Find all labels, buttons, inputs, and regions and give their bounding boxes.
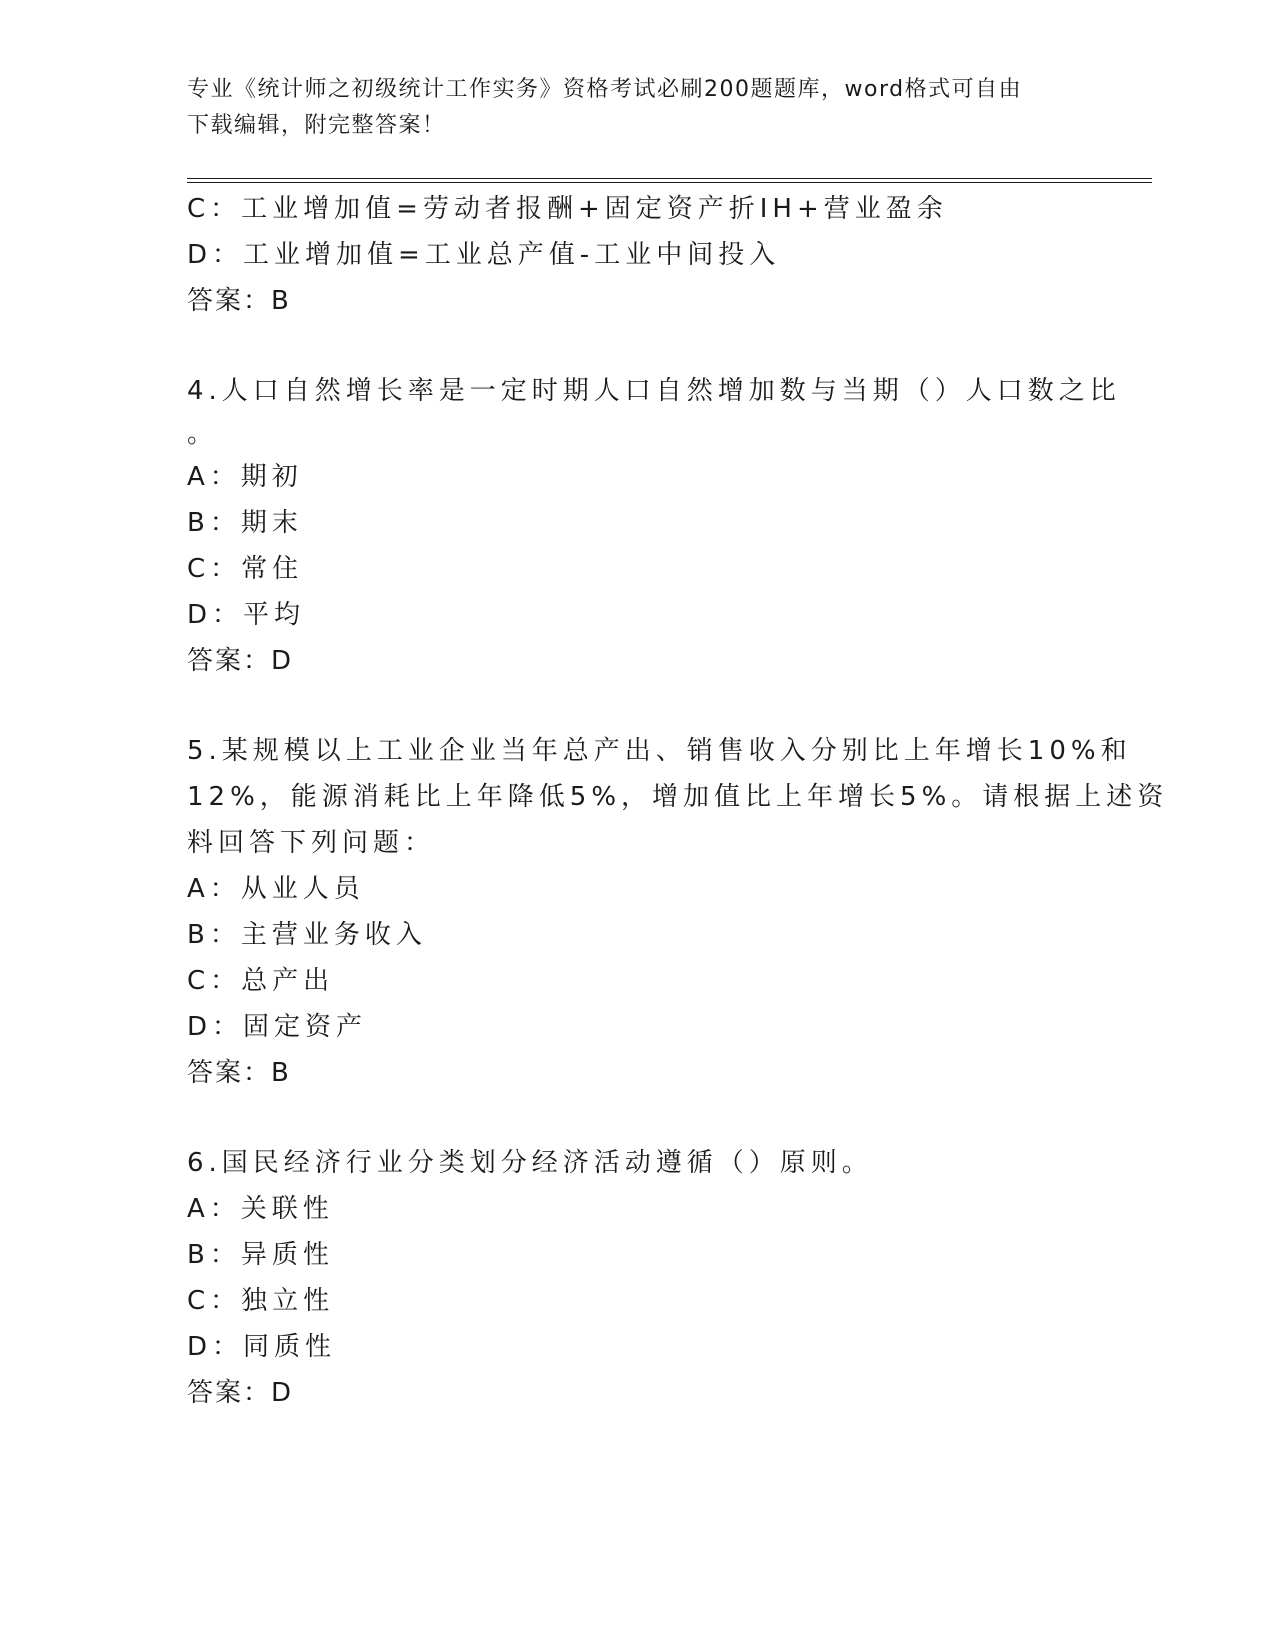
q5-stem-line-1: 5.某规模以上工业企业当年总产出、销售收入分别比上年增长10%和 [187,736,1132,766]
q4-stem-line-1: 4.人口自然增长率是一定时期人口自然增加数与当期（）人口数之比 [187,376,1121,406]
q5-stem-line-3: 料回答下列问题： [187,828,436,858]
spacer [187,1096,1087,1140]
spacer [187,324,1087,368]
q4-answer: 答案：D [187,646,294,676]
q5-option-b: B：主营业务收入 [187,920,427,950]
spacer [187,684,1087,728]
question-list [187,186,1169,1416]
header-divider-top [187,178,1152,179]
q6-option-a: A：关联性 [187,1194,334,1224]
header-line-1: 专业《统计师之初级统计工作实务》资格考试必刷200题题库，word格式可自由 [187,77,1023,102]
question-4 [187,368,1121,684]
q6-stem-line-1: 6.国民经济行业分类划分经济活动遵循（）原则。 [187,1148,873,1178]
question-3-partial [187,186,1087,324]
q5-option-c: C：总产出 [187,966,335,996]
q4-option-c: C：常住 [187,554,304,584]
q3-answer: 答案：B [187,286,291,316]
q5-answer: 答案：B [187,1058,291,1088]
q4-option-a: A：期初 [187,462,303,492]
q3-option-d: D：工业增加值=工业总产值-工业中间投入 [187,240,781,270]
q4-option-b: B：期末 [187,508,303,538]
q5-option-d: D：固定资产 [187,1012,368,1042]
q4-stem-line-2: 。 [187,419,219,449]
q4-option-d: D：平均 [187,600,306,630]
header-line-2: 下载编辑，附完整答案！ [187,113,446,138]
q3-option-c: C：工业增加值=劳动者报酬+固定资产折IH+营业盈余 [187,194,948,224]
q6-answer: 答案：D [187,1378,294,1408]
q5-stem-line-2: 12%，能源消耗比上年降低5%，增加值比上年增长5%。请根据上述资 [187,782,1169,812]
q6-option-b: B：异质性 [187,1240,334,1270]
question-6 [187,1140,1087,1416]
header-divider-bottom [187,182,1152,183]
document-header [187,72,1087,144]
q6-option-c: C：独立性 [187,1286,335,1316]
q5-option-a: A：从业人员 [187,874,365,904]
question-5 [187,728,1169,1096]
q6-option-d: D：同质性 [187,1332,337,1362]
